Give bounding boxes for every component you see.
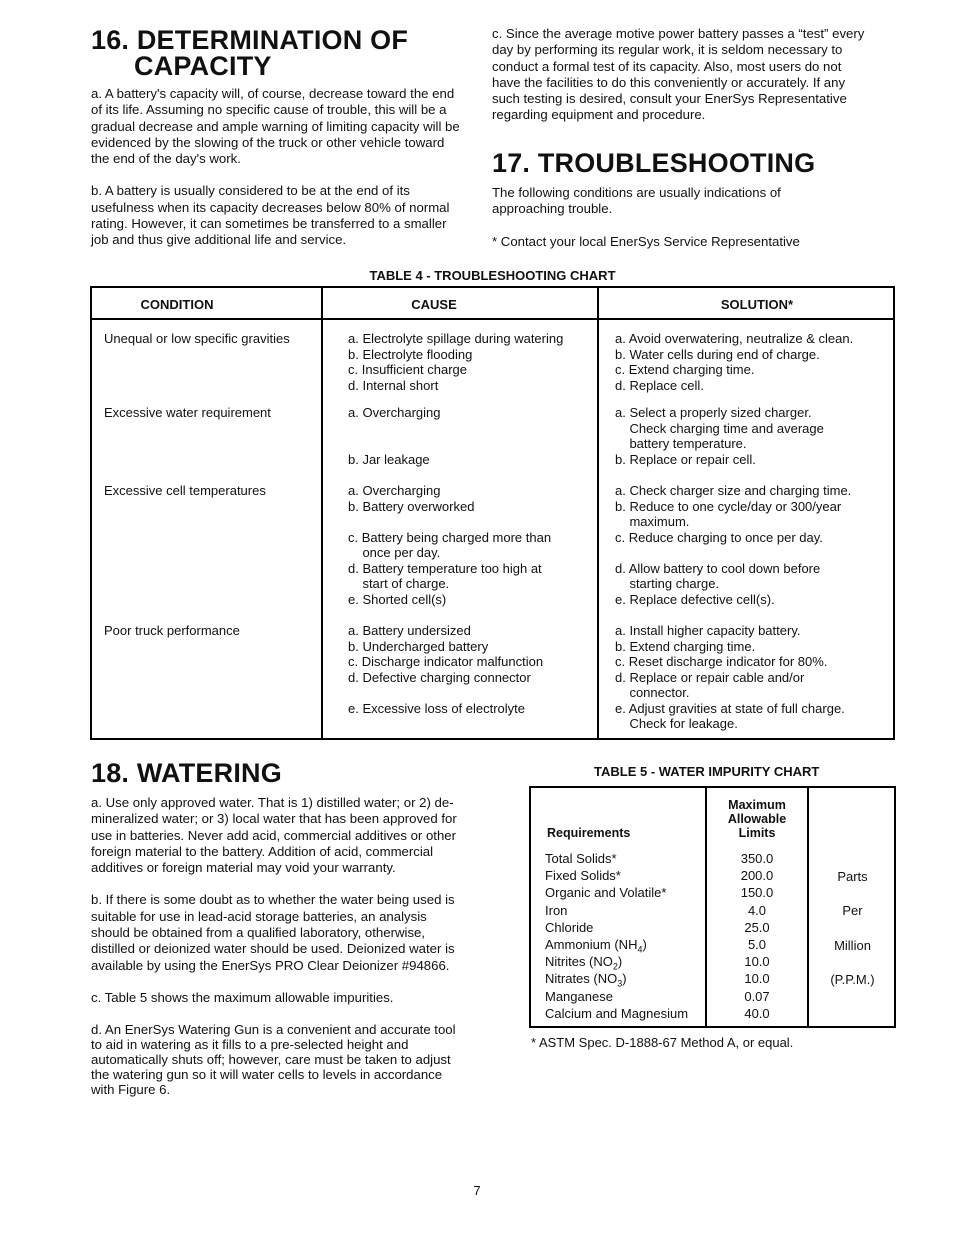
page-number: 7	[473, 1183, 481, 1198]
section-16-title-line1: 16. DETERMINATION OF	[91, 25, 409, 55]
header-requirements: Requirements	[547, 826, 631, 840]
troubleshooting-table	[90, 286, 895, 740]
subscript: 3	[617, 978, 623, 989]
impurity-limit: 25.0	[744, 919, 770, 935]
units-line3: Million	[834, 937, 871, 953]
impurity-limit: 5.0	[747, 937, 767, 952]
impurity-requirement: Calcium and Magnesium	[545, 1005, 689, 1021]
row-4-cause: a. Battery undersized b. Undercharged battery c. Discharge indicator malfunction d. Defective charging connector e. Excessive loss of electrolyte	[348, 623, 544, 716]
row-1-condition: Unequal or low specific gravities	[104, 331, 290, 346]
column-divider	[321, 288, 323, 738]
impurity-requirement: Nitrites $(NO_2)$	[545, 954, 623, 972]
table-5-footnote: * ASTM Spec. D-1888-67 Method A, or equal.	[531, 1035, 794, 1050]
column-divider	[597, 288, 599, 738]
row-4-condition: Poor truck performance	[104, 623, 240, 638]
header-max-allowable-limits	[707, 798, 807, 840]
section-16-body	[91, 86, 466, 265]
impurity-limit: 150.0	[740, 885, 774, 901]
subscript: 2	[612, 961, 618, 972]
impurity-limit: 350.0	[740, 851, 774, 866]
section-16-title-line2: CAPACITY	[134, 51, 272, 81]
section-16-title	[91, 27, 408, 79]
section-17-title: 17. TROUBLESHOOTING	[492, 148, 816, 178]
row-1-cause: a. Electrolyte spillage during watering b. Electrolyte flooding c. Insufficient charge d. Internal short	[348, 331, 564, 393]
header-max-line1: Maximum	[728, 798, 786, 812]
section-16-body-continued	[492, 26, 872, 140]
section-18-para-d: d. An EnerSys Watering Gun is a convenient and accurate tool to aid in watering as it fills to a pre-selected height and automatically shuts off; however, care must be taken to adjust the watering gun so it will water cells to levels in accordance with Figure 6.	[91, 1022, 456, 1098]
row-2-solution: a. Select a properly sized charger. Check charging time and average battery temperature. b. Replace or repair cell.	[615, 405, 824, 467]
units-line2: Per	[842, 903, 863, 919]
impurity-requirement: Organic and Volatile*	[545, 885, 667, 901]
impurity-requirement: Manganese	[545, 988, 613, 1004]
row-3-solution: a. Check charger size and charging time. b. Reduce to one cycle/day or 300/year maximum. c. Reduce charging to once per day. d. Allow battery to cool down before starting charge. e. Replace defective cell(s).	[615, 483, 852, 607]
impurity-limit: 10.0	[744, 954, 770, 970]
section-16-para-b: b. A battery is usually considered to be at the end of its usefulness when its capacity decreases below 80% of normal rating. However, it can sometimes be transferred to a smaller job and thus give additional life and service.	[91, 183, 450, 248]
impurity-requirement: Ammonium $(NH_4)$	[545, 937, 647, 955]
table-4-title: TABLE 4 - TROUBLESHOOTING CHART	[369, 268, 616, 283]
section-17-intro: The following conditions are usually indications of approaching trouble.	[492, 185, 781, 217]
section-18-para-c: c. Table 5 shows the maximum allowable impurities.	[91, 989, 394, 1005]
section-18-para-b: b. If there is some doubt as to whether the water being used is suitable for use in lead-acid storage batteries, an analysis should be obtained from a qualified laboratory, otherwise, distilled or deionized water should be used. Deionized water is available by using the EnerSys PRO Clear Deionizer #94866.	[91, 892, 455, 973]
impurity-requirement: Chloride	[545, 919, 594, 935]
subscript: 4	[637, 944, 643, 955]
impurity-limit: 4.0	[747, 902, 767, 918]
impurity-limit: 40.0	[744, 1005, 770, 1021]
row-4-solution: a. Install higher capacity battery. b. Extend charging time. c. Reset discharge indicator for 80%. d. Replace or repair cable and/or connector. e. Adjust gravities at state of full charge. Check for leakage.	[615, 623, 845, 731]
section-18-para-a: a. Use only approved water. That is 1) distilled water; or 2) de-mineralized water; or 3) local water that has been approved for use in batteries. Never add acid, commercial additives or other foreign material to the battery. Addition of acid, commercial additives or foreign material may void your warranty.	[91, 795, 457, 876]
impurity-requirement: Iron	[545, 902, 568, 918]
header-max-line2: Allowable	[727, 812, 787, 826]
impurity-requirement: Total Solids*	[545, 851, 617, 866]
header-cause: CAUSE	[411, 297, 457, 312]
row-3-condition: Excessive cell temperatures	[104, 483, 266, 498]
impurity-limit: 10.0	[744, 971, 770, 987]
units-line1: Parts	[837, 869, 868, 884]
units-label	[809, 868, 896, 988]
header-max-line3: Limits	[738, 826, 776, 840]
section-16-para-a: a. A battery's capacity will, of course, decrease toward the end of its life. Assuming no specific cause of trouble, this will be a gradual decrease and ample warning of limiting capacity will be evidenced by the slowing of the truck or other vehicle toward the end of the day's work.	[91, 86, 460, 167]
section-17-note: * Contact your local EnerSys Service Representative	[492, 233, 800, 249]
header-divider	[92, 318, 893, 320]
row-1-solution: a. Avoid overwatering, neutralize & clean. b. Water cells during end of charge. c. Extend charging time. d. Replace cell.	[615, 331, 854, 393]
row-3-cause: a. Overcharging b. Battery overworked c. Battery being charged more than once per day. d. Battery temperature too high at start of charge. e. Shorted cell(s)	[348, 483, 552, 607]
units-line4: (P.P.M.)	[830, 972, 875, 988]
header-solution: SOLUTION*	[720, 297, 794, 312]
impurity-limit: 0.07	[744, 988, 770, 1004]
section-16-para-c: c. Since the average motive power battery passes a “test” every day by performing its regular work, it is seldom necessary to conduct a formal test of its capacity. Also, most users do not have the facilities to do this conveniently or accurately. If any such testing is desired, consult your EnerSys Representative regarding equipment and procedure.	[492, 26, 865, 123]
table-5-title: TABLE 5 - WATER IMPURITY CHART	[594, 764, 820, 779]
section-18-body	[91, 795, 459, 1113]
header-condition: CONDITION	[140, 297, 214, 312]
impurity-requirement: Fixed Solids*	[545, 868, 621, 884]
row-2-cause: a. Overcharging b. Jar leakage	[348, 405, 441, 467]
impurity-requirement: Nitrates $(NO_3)$	[545, 971, 627, 989]
section-17-body	[492, 185, 822, 266]
row-2-condition: Excessive water requirement	[104, 405, 271, 420]
section-18-title: 18. WATERING	[91, 758, 282, 788]
impurity-limit: 200.0	[740, 868, 774, 884]
water-impurity-table	[529, 786, 896, 1028]
